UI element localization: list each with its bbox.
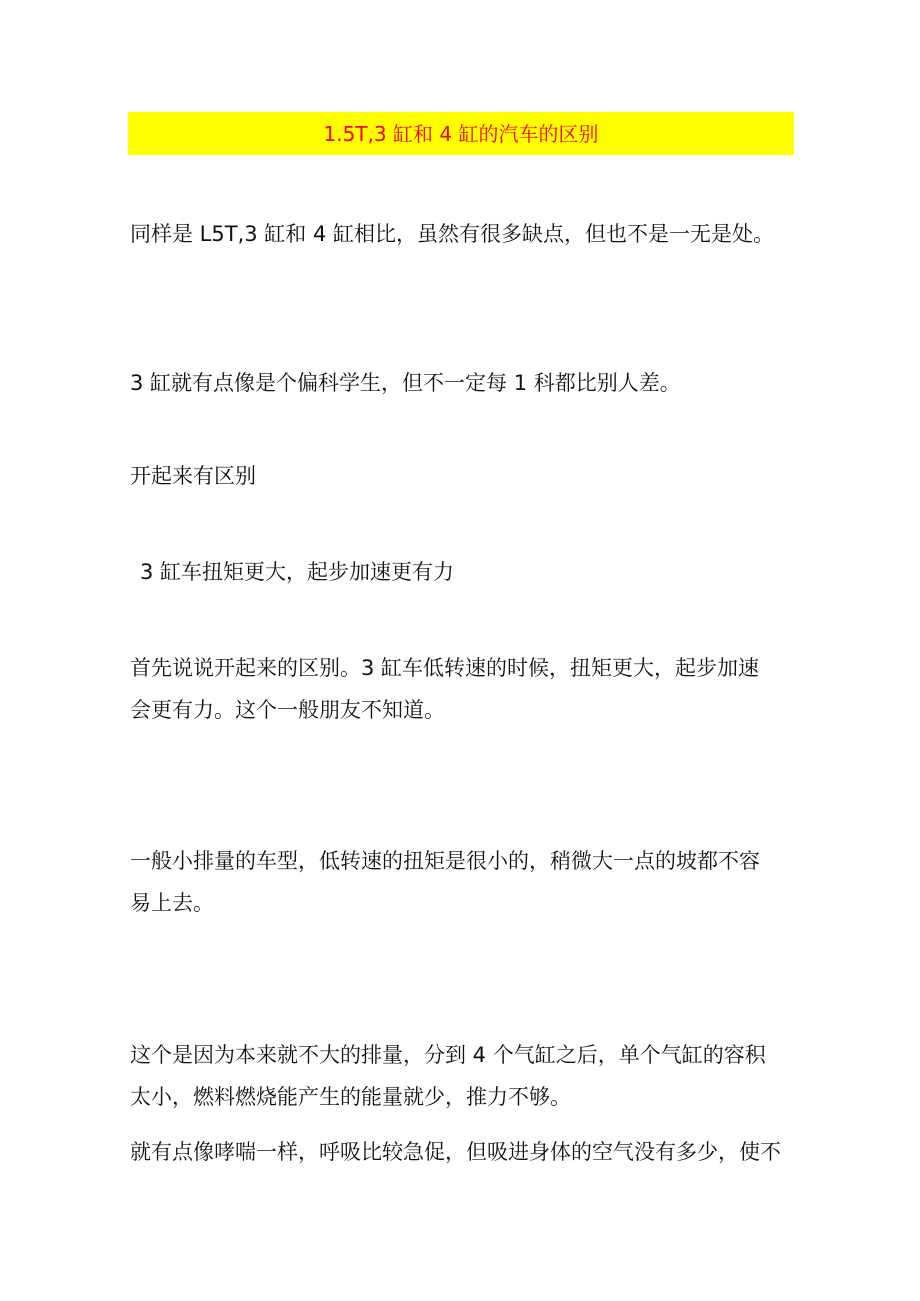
paragraph-4 <box>130 840 790 924</box>
paragraph-line: 3 缸车扭矩更大，起步加速更有力 <box>140 560 455 584</box>
section-heading <box>130 455 790 497</box>
paragraph-line: 首先说说开起来的区别。3 缸车低转速的时候，扭矩更大，起步加速 <box>130 656 760 680</box>
paragraph-1 <box>130 213 790 255</box>
paragraph-line: 开起来有区别 <box>130 464 256 488</box>
paragraph-2 <box>130 362 790 404</box>
document-title: 1.5T,3 缸和 4 缸的汽车的区别 <box>323 121 599 146</box>
sub-heading <box>140 551 790 593</box>
paragraph-6 <box>130 1131 790 1173</box>
paragraph-line: 3 缸就有点像是个偏科学生，但不一定每 1 科都比别人差。 <box>130 371 681 395</box>
paragraph-5 <box>130 1034 790 1118</box>
paragraph-line: 一般小排量的车型，低转速的扭矩是很小的，稍微大一点的坡都不容 <box>130 849 760 873</box>
paragraph-line: 同样是 L5T,3 缸和 4 缸相比，虽然有很多缺点，但也不是一无是处。 <box>130 222 774 246</box>
paragraph-line: 易上去。 <box>130 891 214 915</box>
paragraph-line: 会更有力。这个一般朋友不知道。 <box>130 698 445 722</box>
title-highlight <box>128 112 794 155</box>
paragraph-line: 太小，燃料燃烧能产生的能量就少，推力不够。 <box>130 1085 571 1109</box>
paragraph-line: 就有点像哮喘一样，呼吸比较急促，但吸进身体的空气没有多少，使不 <box>130 1140 781 1164</box>
paragraph-line: 这个是因为本来就不大的排量，分到 4 个气缸之后，单个气缸的容积 <box>130 1043 766 1067</box>
paragraph-3 <box>130 647 790 731</box>
